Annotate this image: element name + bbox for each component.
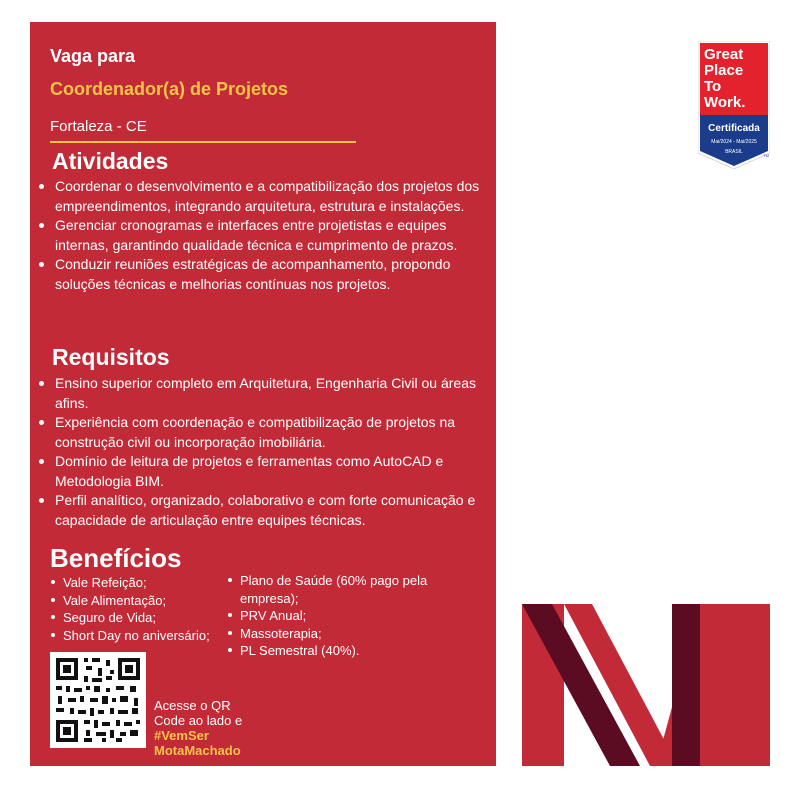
mota-machado-logo: [522, 604, 770, 766]
list-item: Gerenciar cronogramas e interfaces entre projetistas e equipes internas, garantindo qualidade técnica e cumprimento de prazos.: [36, 216, 491, 255]
list-item: Seguro de Vida;: [50, 609, 230, 627]
list-item: Experiência com coordenação e compatibilização de projetos na construção civil ou incorporação imobiliária.: [36, 413, 491, 452]
qr-caption-line1: Acesse o QR: [154, 698, 231, 713]
badge-line4: Work.: [704, 94, 746, 111]
qr-caption: [154, 698, 242, 758]
job-card: [30, 22, 496, 766]
qr-code[interactable]: [50, 652, 146, 748]
list-item: Domínio de leitura de projetos e ferramentas como AutoCAD e Metodologia BIM.: [36, 452, 491, 491]
badge-trademark: TM: [763, 153, 769, 158]
job-title: Coordenador(a) de Projetos: [50, 79, 289, 99]
requisitos-list: [36, 374, 491, 530]
badge-line2: Place: [704, 62, 744, 79]
qr-caption-line2: Code ao lado e: [154, 713, 243, 728]
list-item: Vale Refeição;: [50, 574, 230, 592]
beneficios-heading: Benefícios: [50, 543, 182, 573]
list-item: PRV Anual;: [227, 607, 452, 625]
divider: [50, 141, 356, 143]
list-item: Conduzir reuniões estratégicas de acompanhamento, propondo soluções técnicas e melhorias contínuas nos projetos.: [36, 255, 491, 294]
list-item: Coordenar o desenvolvimento e a compatibilização dos projetos dos empreendimentos, integrando arquitetura, estrutura e instalações.: [36, 177, 491, 216]
beneficios-list-left: [50, 574, 230, 644]
list-item: Perfil analítico, organizado, colaborativo e com forte comunicação e capacidade de articulação entre equipes técnicas.: [36, 491, 491, 530]
list-item: Vale Alimentação;: [50, 592, 230, 610]
beneficios-list-right: [227, 572, 452, 660]
badge-line3: To: [704, 78, 722, 95]
list-item: Ensino superior completo em Arquitetura, Engenharia Civil ou áreas afins.: [36, 374, 491, 413]
job-label: Vaga para: [50, 46, 136, 66]
requisitos-heading: Requisitos: [52, 344, 170, 370]
badge-line1: Great: [704, 46, 744, 63]
badge-country: BRASIL: [725, 149, 743, 155]
atividades-heading: Atividades: [52, 148, 169, 174]
hashtag-line1: #VemSer: [154, 728, 209, 743]
gptw-badge: [698, 41, 770, 169]
qr-code-icon: [50, 652, 146, 748]
hashtag-line2: MotaMachado: [154, 743, 241, 758]
badge-period: Mai/2024 - Mai/2025: [711, 139, 757, 145]
list-item: PL Semestral (40%).: [227, 642, 452, 660]
m-logo-icon: [522, 604, 770, 766]
list-item: Plano de Saúde (60% pago pela empresa);: [227, 572, 452, 607]
gptw-badge-icon: [698, 41, 770, 169]
list-item: Short Day no aniversário;: [50, 627, 230, 645]
badge-certified: Certificada: [708, 123, 760, 134]
list-item: Massoterapia;: [227, 625, 452, 643]
atividades-list: [36, 177, 491, 294]
job-location: Fortaleza - CE: [50, 118, 147, 135]
